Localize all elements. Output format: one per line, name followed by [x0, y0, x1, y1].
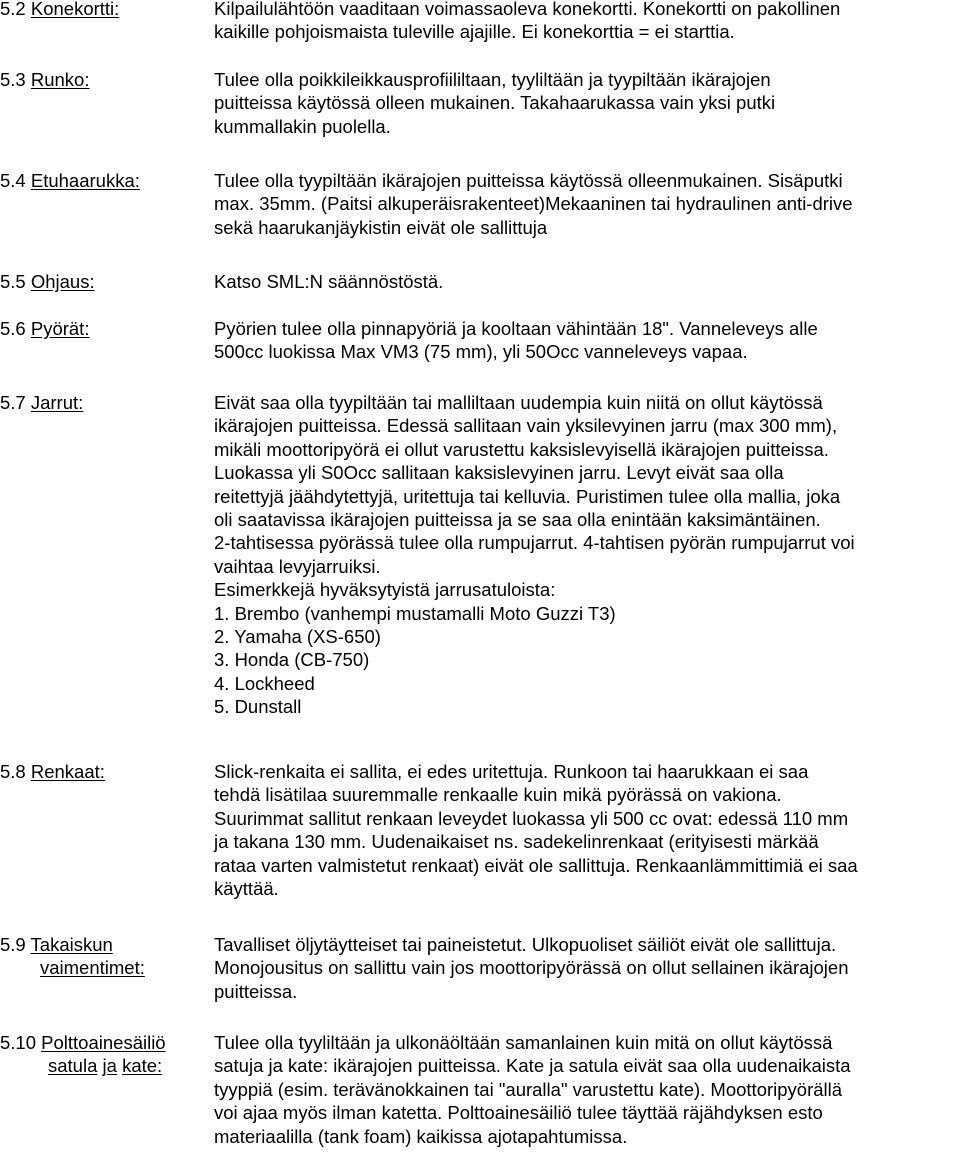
section-text: [214, 169, 958, 239]
text-line: oli saatavissa ikärajojen puitteissa ja se saa olla enintään kaksimäntäinen.: [214, 509, 821, 531]
section-text: [214, 317, 958, 364]
text-line: Tulee olla tyyliltään ja ulkonäöltään samanlainen kuin mitä on ollut käytössä: [214, 1032, 833, 1053]
section-text: [214, 270, 958, 293]
text-line: reitettyjä jäähdytettyjä, uritettuja tai kelluvia. Puristimen tulee olla mallia, joka: [214, 485, 841, 507]
text-line: puitteissa.: [214, 980, 298, 1002]
section-text: [214, 933, 958, 1003]
section-text: [214, 760, 958, 900]
section-title-line-2-a: satula: [48, 1055, 98, 1077]
section-label: [0, 0, 205, 20]
section-title: Ohjaus:: [30, 271, 95, 292]
list-item: 4. Lockheed: [214, 672, 315, 694]
text-line: 2-tahtisessa pyörässä tulee olla rumpujarrut. 4-tahtisen pyörän rumpujarrut voi: [214, 532, 855, 554]
section-number: 5.9: [0, 934, 26, 955]
text-line: max. 35mm. (Paitsi alkuperäisrakenteet)Mekaaninen tai hydraulinen anti-drive: [214, 193, 853, 215]
text-line: Tavalliset öljytäytteiset tai paineistetut. Ulkopuoliset säiliöt eivät ole sallittuja.: [214, 934, 837, 955]
section-title: Runko:: [30, 69, 90, 90]
text-line: Pyörien tulee olla pinnapyöriä ja kooltaan vähintään 18". Vanneleveys alle: [214, 318, 818, 339]
section-label: [0, 317, 205, 340]
section-number: 5.7: [0, 392, 26, 413]
text-line: ikärajojen puitteissa. Edessä sallitaan vain yksilevyinen jarru (max 300 mm),: [214, 415, 838, 437]
section-label: [0, 270, 205, 293]
text-line: Esimerkkejä hyväksytyistä jarrusatuloista:: [214, 579, 556, 601]
section-label: [0, 169, 205, 192]
text-line: Suurimmat sallitut renkaan leveydet luokassa yli 500 cc ovat: edessä 110 mm: [214, 807, 849, 829]
text-line: Slick-renkaita ei sallita, ei edes uritettuja. Runkoon tai haarukkaan ei saa: [214, 761, 809, 782]
text-line: materiaalilla (tank foam) kaikissa ajotapahtumissa.: [214, 1125, 628, 1147]
section-number: 5.3: [0, 69, 26, 90]
section-title-line-2-c: kate:: [122, 1055, 163, 1077]
text-line: mikäli moottoripyörä ei ollut varustettu kaksislevyisellä ikärajojen puitteissa.: [214, 438, 829, 460]
section-title: Polttoainesäiliö: [41, 1032, 166, 1053]
text-line: Monojousitus on sallittu vain jos moottoripyörässä on ollut sellainen ikärajojen: [214, 957, 849, 979]
text-line: tehdä lisätilaa suuremmalle renkaalle kuin mikä pyörässä on vakiona.: [214, 784, 782, 806]
section-title: Renkaat:: [30, 761, 105, 782]
section-text: [214, 0, 958, 44]
text-line: Kilpailulähtöön vaaditaan voimassaoleva konekortti. Konekortti on pakollinen: [214, 0, 841, 19]
section-number: 5.6: [0, 318, 26, 339]
text-line: ja takana 130 mm. Uudenaikaiset ns. sadekelinrenkaat (erityisesti märkää: [214, 831, 819, 853]
list-item: 2. Yamaha (XS-650): [214, 626, 381, 648]
section-label: [0, 68, 205, 91]
section-text: [214, 1031, 958, 1148]
section-number: 5.2: [0, 0, 26, 19]
text-line: voi ajaa myös ilman katetta. Polttoainesäiliö tulee täyttää räjähdyksen esto: [214, 1102, 823, 1124]
text-line: tyyppiä (esim. terävänokkainen tai "auralla" varustettu kate). Moottoripyörällä: [214, 1078, 843, 1100]
section-number: 5.10: [0, 1032, 37, 1053]
text-line: Eivät saa olla tyypiltään tai malliltaan uudempia kuin niitä on ollut käytössä: [214, 392, 823, 413]
text-line: puitteissa käytössä olleen mukainen. Takahaarukassa vain yksi putki: [214, 92, 776, 114]
section-number: 5.4: [0, 170, 26, 191]
section-number: 5.5: [0, 271, 26, 292]
text-line: rataa varten valmistetut renkaat) eivät ole sallittuja. Renkaanlämmittimiä ei saa: [214, 854, 858, 876]
text-line: Tulee olla poikkileikkausprofiililtaan, tyyliltään ja tyypiltään ikärajojen: [214, 69, 771, 90]
section-title: Jarrut:: [30, 392, 84, 413]
text-line: sekä haarukanjäykistin eivät ole sallittuja: [214, 216, 548, 238]
section-text: [214, 68, 958, 138]
text-line: kaikille pohjoismaista tuleville ajajille. Ei konekorttia = ei starttia.: [214, 21, 735, 43]
text-line: 500cc luokissa Max VM3 (75 mm), yli 50Occ vanneleveys vapaa.: [214, 341, 748, 363]
text-line: Katso SML:N säännöstöstä.: [214, 271, 444, 292]
section-title: Etuhaarukka:: [30, 170, 140, 191]
text-line: Luokassa yli S0Occ sallitaan kaksislevyinen jarru. Levyt eivät saa olla: [214, 462, 784, 484]
section-label: [0, 1031, 205, 1078]
section-title-line-2: vaimentimet:: [40, 957, 145, 979]
list-item: 1. Brembo (vanhempi mustamalli Moto Guzzi T3): [214, 602, 616, 624]
section-label: [0, 933, 205, 980]
section-title-line-2-b: ja: [102, 1055, 117, 1077]
text-line: käyttää.: [214, 878, 279, 900]
list-item: 5. Dunstall: [214, 696, 302, 718]
section-label: [0, 760, 205, 783]
text-line: Tulee olla tyypiltään ikärajojen puitteissa käytössä olleenmukainen. Sisäputki: [214, 170, 843, 191]
list-item: 3. Honda (CB-750): [214, 649, 370, 671]
section-title: Takaiskun: [30, 934, 113, 955]
section-title: Pyörät:: [30, 318, 90, 339]
section-text: [214, 391, 958, 719]
section-label: [0, 391, 205, 414]
text-line: vaihtaa levyjarruiksi.: [214, 555, 381, 577]
text-line: kummallakin puolella.: [214, 115, 391, 137]
text-line: satuja ja kate: ikärajojen puitteissa. Kate ja satula eivät saa olla uudenaikaista: [214, 1055, 851, 1077]
section-title: Konekortti:: [30, 0, 120, 19]
section-number: 5.8: [0, 761, 26, 782]
